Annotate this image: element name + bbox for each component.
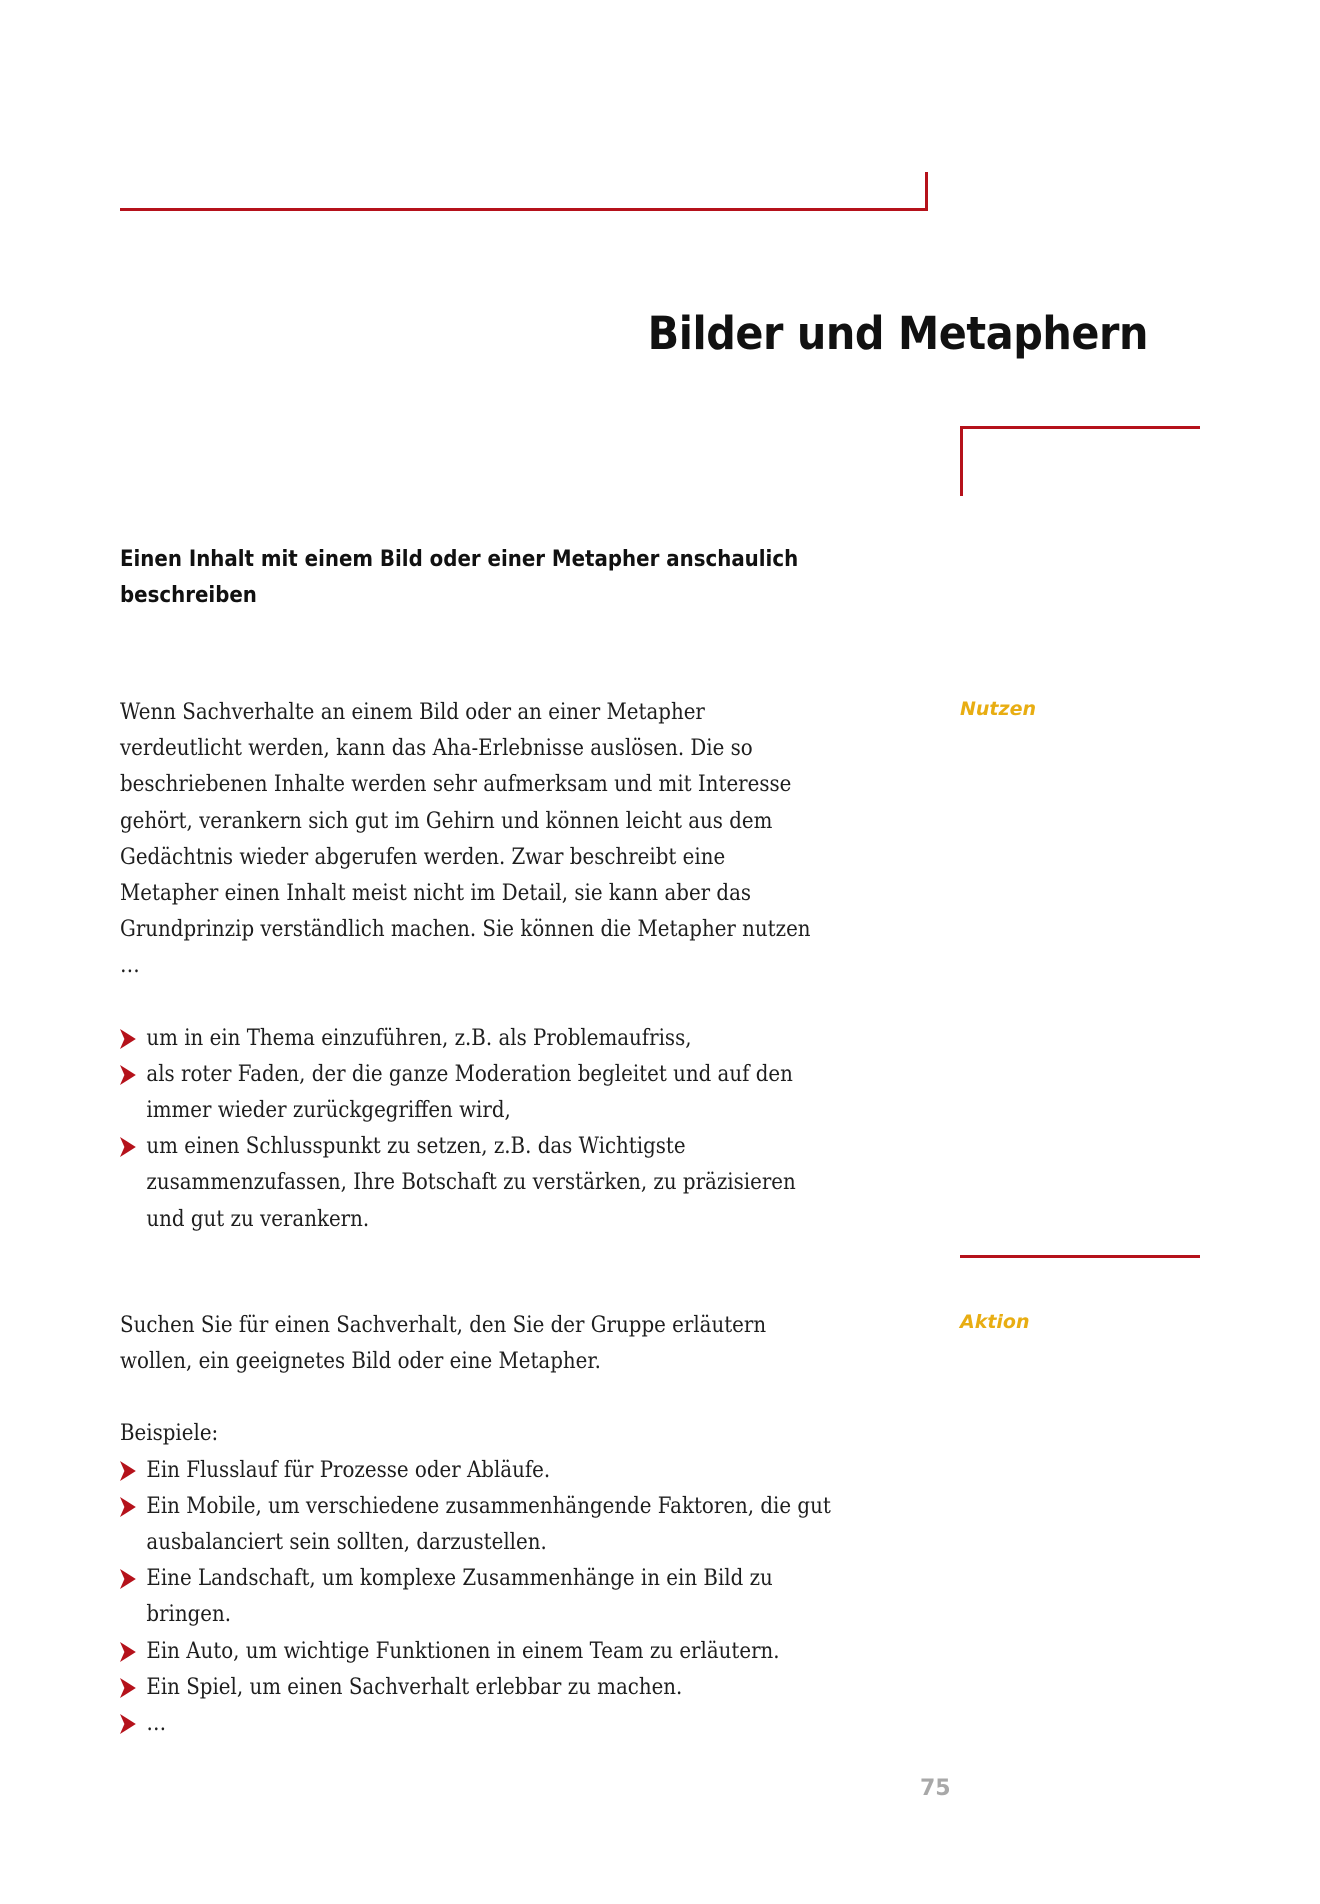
corner-bracket-vertical — [960, 426, 963, 496]
top-divider-rule — [120, 208, 928, 211]
page-title: Bilder und Metaphern — [647, 307, 1148, 360]
list-item — [120, 1488, 833, 1560]
aktion-section — [120, 1307, 859, 1741]
bullet-text: Ein Spiel, um einen Sachverhalt erlebbar zu machen. — [146, 1673, 683, 1700]
chevron-bullet-icon — [120, 1642, 136, 1662]
aktion-paragraph: Suchen Sie für einen Sachverhalt, den Sie der Gruppe erläutern wollen, ein geeignetes Bild oder eine Metapher. — [120, 1312, 767, 1375]
list-item — [120, 1705, 833, 1741]
nutzen-label: Nutzen — [960, 698, 1036, 720]
chevron-bullet-icon — [120, 1461, 136, 1481]
chevron-bullet-icon — [120, 1678, 136, 1698]
bullet-text: Ein Mobile, um verschiedene zusammenhängende Faktoren, die gut ausbalanciert sein sollten, darzustellen. — [146, 1492, 831, 1556]
list-item — [120, 1633, 833, 1669]
corner-bracket-horizontal — [960, 426, 1200, 429]
chevron-bullet-icon — [120, 1029, 136, 1049]
section-divider-rule — [960, 1255, 1200, 1258]
chevron-bullet-icon — [120, 1497, 136, 1517]
bullet-text: … — [146, 1710, 167, 1737]
bullet-text: Eine Landschaft, um komplexe Zusammenhänge in ein Bild zu bringen. — [146, 1565, 773, 1628]
nutzen-paragraph: Wenn Sachverhalte an einem Bild oder an einer Metapher verdeutlicht werden, kann das Aha-Erlebnisse auslösen. Die so beschriebenen Inhalte werden sehr aufmerksam und mit Interesse gehört, verankern sich gut im Gehirn und können leicht aus dem Gedächtnis wieder abgerufen werden. Zwar beschreibt eine Metapher einen Inhalt meist nicht im Detail, sie kann aber das Grundprinzip verständlich machen. Sie können die Metapher nutzen … — [120, 699, 811, 979]
aktion-bullet-list — [120, 1452, 833, 1742]
chevron-bullet-icon — [120, 1137, 136, 1157]
bullet-text: um einen Schlusspunkt zu setzen, z.B. das Wichtigste zusammenzufassen, Ihre Botschaft zu verstärken, zu präzisieren und gut zu verankern. — [146, 1133, 796, 1232]
top-divider-tick — [925, 172, 928, 211]
bullet-text: als roter Faden, der die ganze Moderation begleitet und auf den immer wieder zurückgegriffen wird, — [146, 1060, 793, 1124]
chevron-bullet-icon — [120, 1569, 136, 1589]
bullet-text: um in ein Thema einzuführen, z.B. als Problemaufriss, — [146, 1024, 692, 1051]
list-item — [120, 1128, 824, 1237]
bullet-text: Ein Flusslauf für Prozesse oder Abläufe. — [146, 1456, 551, 1483]
chevron-bullet-icon — [120, 1714, 136, 1734]
section-subtitle: Einen Inhalt mit einem Bild oder einer Metapher anschaulich beschreiben — [120, 547, 799, 608]
aktion-label: Aktion — [960, 1311, 1030, 1333]
list-item — [120, 1669, 833, 1705]
list-item — [120, 1056, 824, 1128]
bullet-text: Ein Auto, um wichtige Funktionen in einem Team zu erläutern. — [146, 1637, 780, 1664]
nutzen-bullet-list — [120, 1020, 824, 1237]
list-item — [120, 1452, 833, 1488]
list-item — [120, 1020, 824, 1056]
examples-heading: Beispiele: — [120, 1420, 219, 1447]
nutzen-section — [120, 694, 859, 1237]
list-item — [120, 1560, 833, 1632]
chevron-bullet-icon — [120, 1065, 136, 1085]
page-number: 75 — [920, 1776, 951, 1801]
